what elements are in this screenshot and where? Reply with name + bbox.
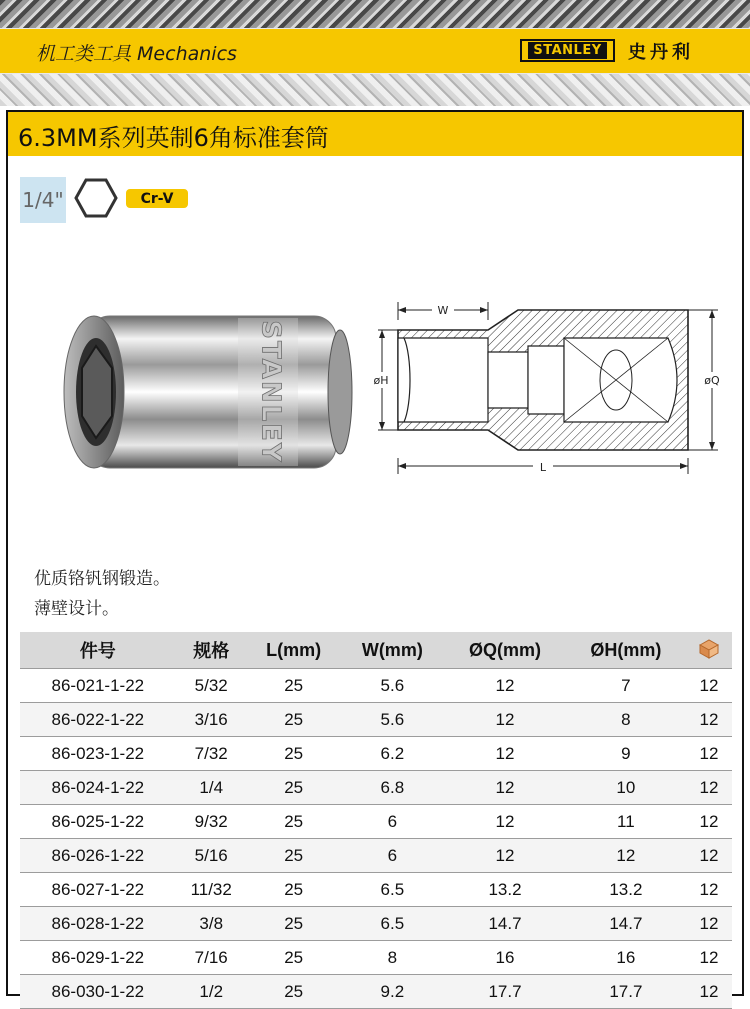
table-cell: 16 [444,941,566,975]
table-cell: 12 [444,703,566,737]
table-cell: 8 [341,941,445,975]
table-cell: 12 [686,805,732,839]
table-cell: 12 [444,737,566,771]
table-row [20,975,732,1009]
table-cell: 25 [247,873,341,907]
table-cell: 86-030-1-22 [20,975,176,1009]
table-cell: 25 [247,907,341,941]
table-row [20,771,732,805]
table-cell: 10 [566,771,686,805]
dimension-drawing [368,296,728,476]
table-cell: 16 [566,941,686,975]
table-cell: 7/32 [176,737,247,771]
table-cell: 6 [341,805,445,839]
table-cell: 12 [444,669,566,703]
dimension-h-label: øH [373,374,389,387]
table-cell: 25 [247,805,341,839]
table-cell: 7/16 [176,941,247,975]
table-header-row [20,632,732,669]
table-cell: 5.6 [341,669,445,703]
table-cell: 9 [566,737,686,771]
table-cell: 25 [247,771,341,805]
hexagon-icon [72,174,120,222]
socket-engraving: STANLEY [255,320,286,464]
table-cell: 12 [686,941,732,975]
table-cell: 14.7 [566,907,686,941]
socket-photo [58,312,354,472]
table-cell: 6.5 [341,873,445,907]
col-length: L(mm) [247,632,341,669]
page-title: 6.3MM系列英制6角标准套筒 [18,124,329,152]
table-cell: 13.2 [566,873,686,907]
table-cell: 12 [686,703,732,737]
table-cell: 25 [247,839,341,873]
table-cell: 25 [247,941,341,975]
table-cell: 86-029-1-22 [20,941,176,975]
table-cell: 6.5 [341,907,445,941]
table-row [20,839,732,873]
tread-plate-texture [0,0,750,28]
feature-forged: 优质铬钒钢锻造。 [34,569,170,589]
table-cell: 14.7 [444,907,566,941]
table-cell: 12 [566,839,686,873]
table-cell: 3/16 [176,703,247,737]
col-width: W(mm) [341,632,445,669]
table-cell: 25 [247,703,341,737]
col-head-diameter: ØH(mm) [566,632,686,669]
table-cell: 6.2 [341,737,445,771]
feature-thin-wall: 薄壁设计。 [34,599,119,619]
tread-plate-texture-lower [0,74,750,106]
brand-chinese-name: 史丹利 [628,42,694,63]
table-cell: 86-024-1-22 [20,771,176,805]
table-cell: 86-021-1-22 [20,669,176,703]
table-cell: 12 [686,669,732,703]
dimension-q-label: øQ [704,374,720,387]
table-cell: 17.7 [444,975,566,1009]
table-cell: 12 [444,839,566,873]
table-cell: 9.2 [341,975,445,1009]
table-cell: 12 [686,771,732,805]
dimension-l-label: L [539,461,547,474]
table-cell: 12 [444,771,566,805]
table-cell: 13.2 [444,873,566,907]
box-icon [696,637,722,659]
logo-text: STANLEY [528,42,606,59]
col-part-number: 件号 [20,632,176,669]
table-cell: 86-026-1-22 [20,839,176,873]
table-cell: 5.6 [341,703,445,737]
category-label: 机工类工具 Mechanics [36,43,237,65]
dimension-w-label: W [437,304,449,317]
table-cell: 5/16 [176,839,247,873]
table-cell: 25 [247,669,341,703]
table-row [20,703,732,737]
table-cell: 6 [341,839,445,873]
stanley-logo [520,39,615,62]
table-row [20,941,732,975]
table-cell: 1/2 [176,975,247,1009]
table-cell: 25 [247,975,341,1009]
table-cell: 5/32 [176,669,247,703]
col-size: 规格 [176,632,247,669]
spec-table [20,632,732,1009]
material-badge: Cr-V [126,189,188,208]
table-cell: 86-027-1-22 [20,873,176,907]
table-cell: 1/4 [176,771,247,805]
table-row [20,737,732,771]
table-cell: 86-023-1-22 [20,737,176,771]
table-cell: 9/32 [176,805,247,839]
table-cell: 12 [686,975,732,1009]
table-cell: 12 [686,839,732,873]
table-row [20,669,732,703]
table-cell: 12 [444,805,566,839]
col-outer-diameter: ØQ(mm) [444,632,566,669]
table-cell: 86-022-1-22 [20,703,176,737]
table-cell: 3/8 [176,907,247,941]
table-row [20,907,732,941]
table-cell: 7 [566,669,686,703]
table-cell: 12 [686,873,732,907]
table-cell: 12 [686,737,732,771]
table-cell: 86-025-1-22 [20,805,176,839]
drive-size-badge: 1/4" [20,177,66,223]
table-cell: 25 [247,737,341,771]
table-cell: 12 [686,907,732,941]
table-cell: 6.8 [341,771,445,805]
col-package-qty [686,632,732,669]
table-cell: 17.7 [566,975,686,1009]
table-cell: 11/32 [176,873,247,907]
table-cell: 11 [566,805,686,839]
table-cell: 8 [566,703,686,737]
table-row [20,805,732,839]
table-row [20,873,732,907]
table-cell: 86-028-1-22 [20,907,176,941]
